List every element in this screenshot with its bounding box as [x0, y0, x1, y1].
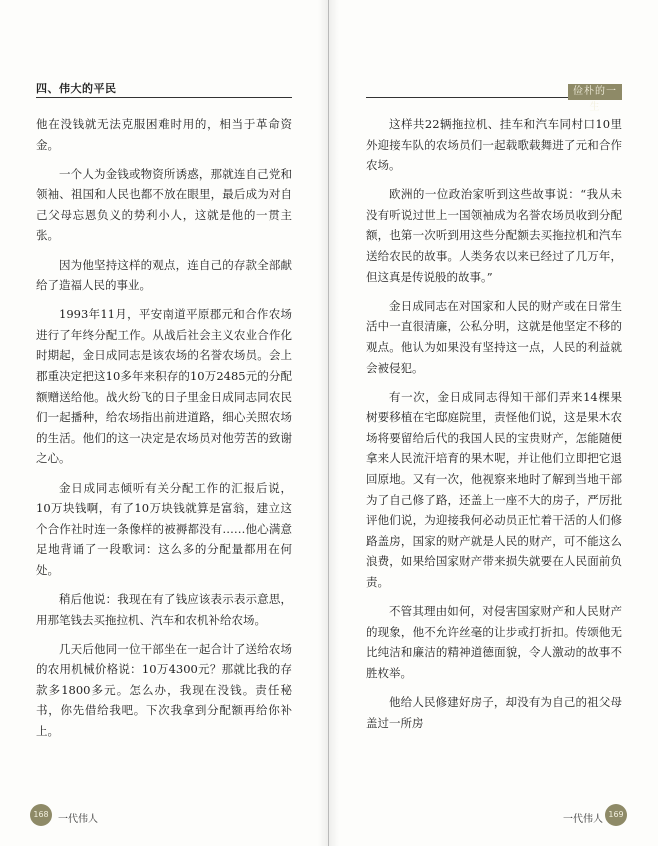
chapter-header-tag: 俭朴的一生: [568, 84, 622, 100]
page-number-badge: 168: [30, 804, 52, 826]
paragraph: 稍后他说：我现在有了钱应该表示表示意思，用那笔钱去买拖拉机、汽车和农机补给农场。: [36, 591, 292, 627]
footer-book-title: 一代伟人: [58, 814, 98, 825]
paragraph: 他给人民修建好房子，却没有为自己的祖父母盖过一所房: [366, 694, 622, 730]
paragraph: 一个人为金钱或物资所诱惑，那就连自己党和领袖、祖国和人民也都不放在眼里，最后成为对自己父母忘恩负义的势利小人，这就是他的一贯主张。: [36, 166, 292, 243]
paragraph: 因为他坚持这样的观点，连自己的存款全部献给了造福人民的事业。: [36, 257, 292, 293]
paragraph: 这样共22辆拖拉机、挂车和汽车同村口10里外迎接车队的农场员们一起载歌载舞进了元和合作农场。: [366, 117, 622, 173]
section-header-title: 四、伟大的平民: [36, 82, 117, 95]
right-body-text: [366, 114, 622, 742]
left-body-text: [36, 114, 292, 750]
paragraph: 他在没钱就无法克服困难时用的，相当于革命资金。: [36, 117, 292, 152]
spine-shadow: [329, 0, 339, 846]
header-rule: [36, 97, 292, 98]
paragraph: 几天后他同一位干部坐在一起合计了送给农场的农用机械价格说：10万4300元？那就比我的存款多1800多元。怎么办，我现在没钱。责任秘书，你先借给我吧。下次我拿到分配额再给你补上。: [36, 641, 292, 739]
spine-shadow: [318, 0, 328, 846]
right-page: [329, 0, 658, 846]
header-rule: [366, 97, 568, 98]
book-spine: [328, 0, 329, 846]
paragraph: 金日成同志倾听有关分配工作的汇报后说，10万块钱啊，有了10万块钱就算是富翁，建立这个合作社时连一条像样的被褥都没有……他心满意足地背诵了一段歌词：这么多的分配量都用在何处。: [36, 480, 292, 577]
paragraph: 不管其理由如何，对侵害国家财产和人民财产的现象，他不允许丝毫的让步或打折扣。传颂他无比纯洁和廉洁的精神道德面貌，令人激动的故事不胜枚举。: [366, 604, 622, 680]
paragraph: 有一次，金日成同志得知干部们弄来14棵果树要移植在宅邸庭院里，责怪他们说，这是果木农场将要留给后代的我国人民的宝贵财产，怎能随便拿来人民流汗培育的果木呢，并让他们立即把它退回原地。又有一次，他视察来地时了解到当地干部为了自己修了路，还盖上一座不大的房子，严厉批评他们说，为迎接我何必动员正忙着干活的人们修路盖房，国家的财产就是人民的财产，可不能这么浪费，如果给国家财产带来损失就要在人民面前负责。: [366, 389, 622, 589]
page-number-badge: 169: [605, 804, 627, 826]
paragraph: 1993年11月，平安南道平原郡元和合作农场进行了年终分配工作。从战后社会主义农业合作化时期起，金日成同志是该农场的名誉农场员。会上郡重决定把这10多年来积存的10万2485元的分配额赠送给他。战火纷飞的日子里金日成同志同农民们一起播种，给农场指出前进道路，细心关照农场的生活。他们的这一决定是农场员对他劳苦的致谢之心。: [36, 307, 292, 466]
paragraph: 欧洲的一位政治家听到这些故事说：“我从未没有听说过世上一国领袖成为名誉农场员收到分配额，也第一次听到用这些分配额去买拖拉机和汽车送给农民的故事。人类务农以来已经过了几万年，但这真是传说般的故事。”: [366, 187, 622, 284]
paragraph: 金日成同志在对国家和人民的财产或在日常生活中一直很清廉，公私分明，这就是他坚定不移的观点。他认为如果没有坚持这一点，人民的利益就会被侵犯。: [366, 298, 622, 375]
footer-book-title: 一代伟人: [563, 814, 603, 825]
